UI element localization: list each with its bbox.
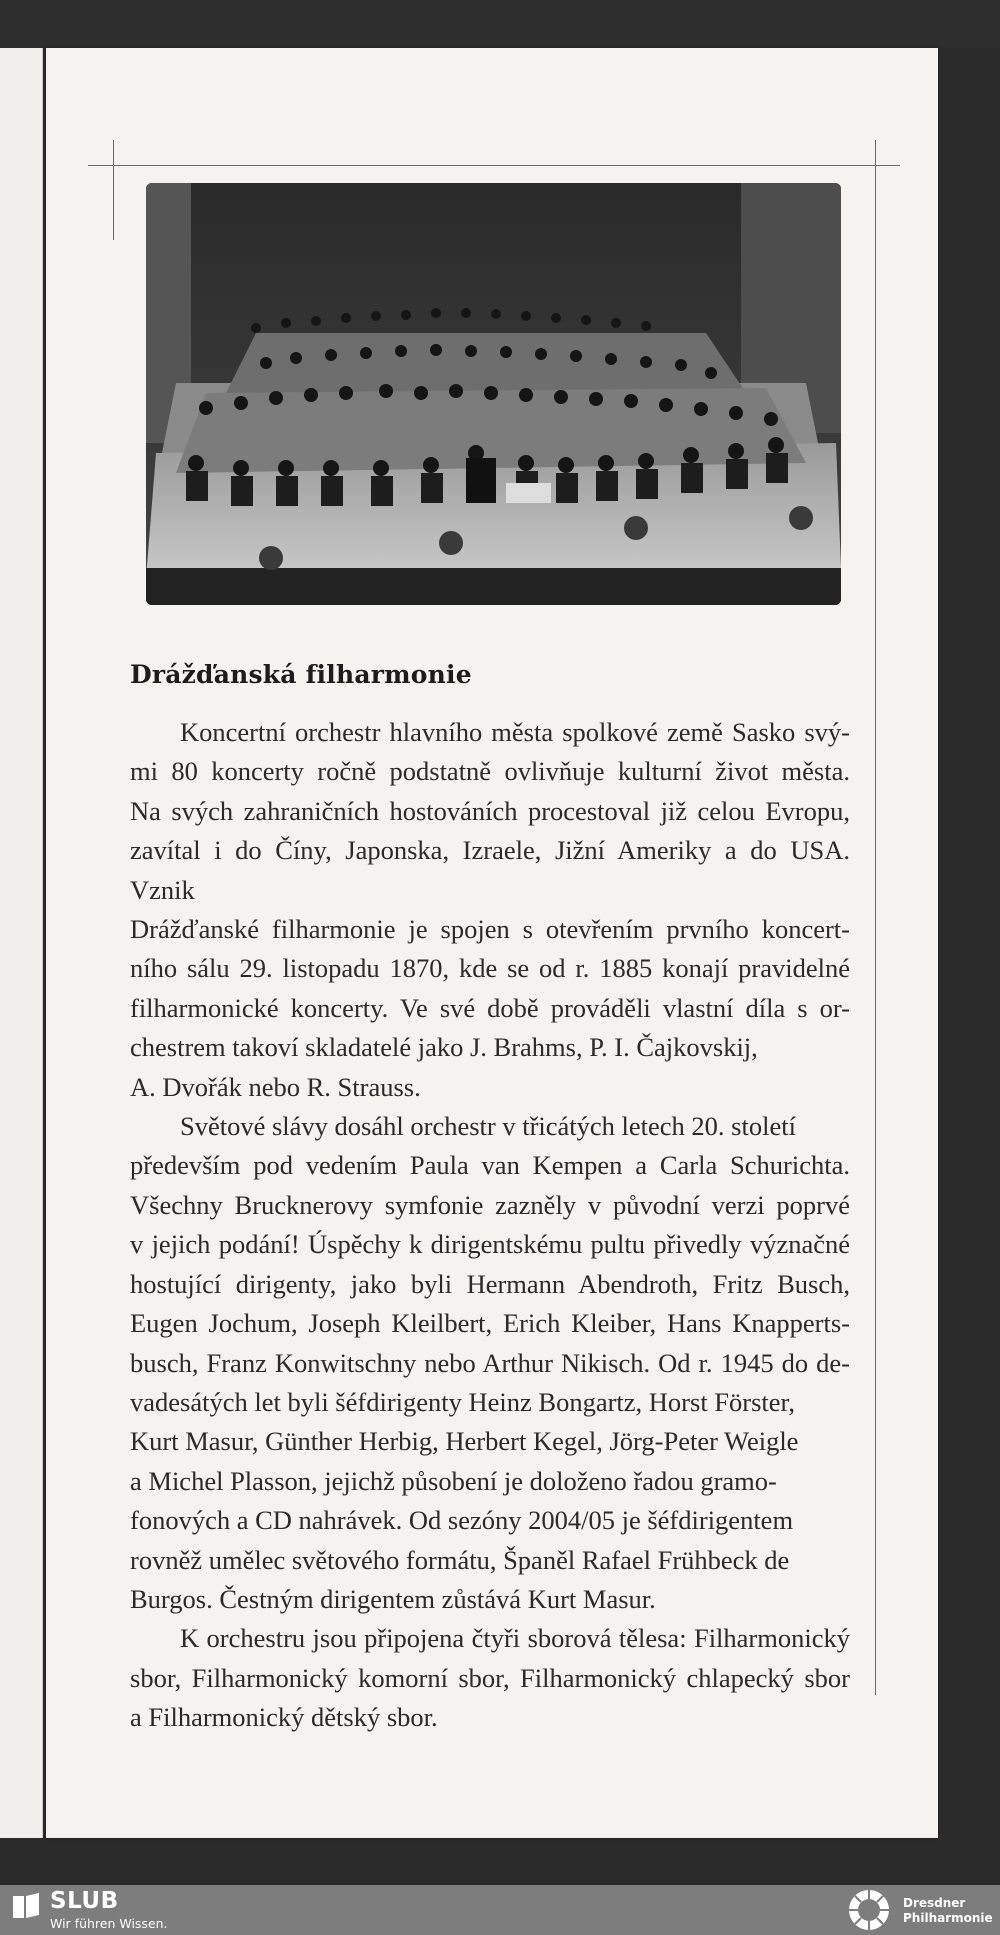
orchestra-photo: [146, 183, 841, 605]
text-line: Kurt Masur, Günther Herbig, Herbert Kegel, Jörg-Peter Weigle: [130, 1426, 799, 1457]
partner-name-line2: Philharmonie: [903, 1911, 993, 1925]
text-line: v jejich podání! Úspěchy k dirigentskému pultu přivedly význačné: [130, 1229, 850, 1260]
previous-page-edge: [0, 48, 43, 1838]
text-line: Světové slávy dosáhl orchestr v třicátých letech 20. století: [180, 1111, 796, 1142]
text-line: Drážďanské filharmonie je spojen s otevřením prvního koncert-: [130, 914, 850, 945]
text-line: především pod vedením Paula van Kempen a Carla Schurichta.: [130, 1150, 850, 1181]
dresdner-philharmonie-logo: [843, 1888, 895, 1932]
text-line: A. Dvořák nebo R. Strauss.: [130, 1071, 421, 1102]
slub-name[interactable]: SLUB: [50, 1888, 119, 1914]
text-line: a Michel Plasson, jejichž působení je doloženo řadou gramo-: [130, 1465, 777, 1496]
text-line: Na svých zahraničních hostováních procestoval již celou Evropu,: [130, 795, 850, 826]
text-line: chestrem takoví skladatelé jako J. Brahms, P. I. Čajkovskij,: [130, 1032, 758, 1063]
footer-bar: [0, 1885, 1000, 1935]
text-line: fonových a CD nahrávek. Od sezóny 2004/05 je šéfdirigentem: [130, 1505, 794, 1536]
text-line: Eugen Jochum, Joseph Kleilbert, Erich Kleiber, Hans Knapperts-: [130, 1308, 850, 1339]
text-line: hostující dirigenty, jako byli Hermann Abendroth, Fritz Busch,: [130, 1268, 850, 1299]
crop-mark-horizontal: [88, 165, 900, 166]
text-line: vadesátých let byli šéfdirigenty Heinz Bongartz, Horst Förster,: [130, 1386, 795, 1417]
text-line: mi 80 koncerty ročně podstatně ovlivňuje kulturní život města.: [130, 756, 850, 787]
text-line: Koncertní orchestr hlavního města spolkové země Sasko svý-: [180, 717, 850, 747]
text-line: a Filharmonický dětský sbor.: [130, 1702, 438, 1733]
text-line: busch, Franz Konwitschny nebo Arthur Nikisch. Od r. 1945 do de-: [130, 1347, 850, 1378]
viewer-top-bar: [0, 0, 1000, 48]
text-line: filharmonické koncerty. Ve své době prováděli vlastní díla s or-: [130, 992, 850, 1023]
text-line: zavítal i do Číny, Japonska, Izraele, Jižní Ameriky a do USA. Vznik: [130, 835, 850, 905]
slub-book-icon: [12, 1893, 40, 1921]
text-line: K orchestru jsou připojena čtyři sborová tělesa: Filharmonický: [180, 1623, 850, 1654]
text-line: Všechny Brucknerovy symfonie zazněly v původní verzi poprvé: [130, 1189, 850, 1220]
crop-mark-right: [875, 140, 876, 1695]
article-body: [130, 713, 850, 1738]
text-line: rovněž umělec světového formátu, Španěl Rafael Frühbeck de: [130, 1544, 790, 1575]
text-line: sbor, Filharmonický komorní sbor, Filharmonický chlapecký sbor: [130, 1662, 850, 1693]
article-heading: Drážďanská filharmonie: [130, 660, 472, 689]
partner-name-line1: Dresdner: [903, 1896, 966, 1910]
text-line: ního sálu 29. listopadu 1870, kde se od r. 1885 konají pravidelné: [130, 953, 850, 984]
crop-mark-left: [113, 140, 114, 240]
slub-tagline: Wir führen Wissen.: [50, 1916, 168, 1931]
text-line: Burgos. Čestným dirigentem zůstává Kurt Masur.: [130, 1583, 656, 1614]
